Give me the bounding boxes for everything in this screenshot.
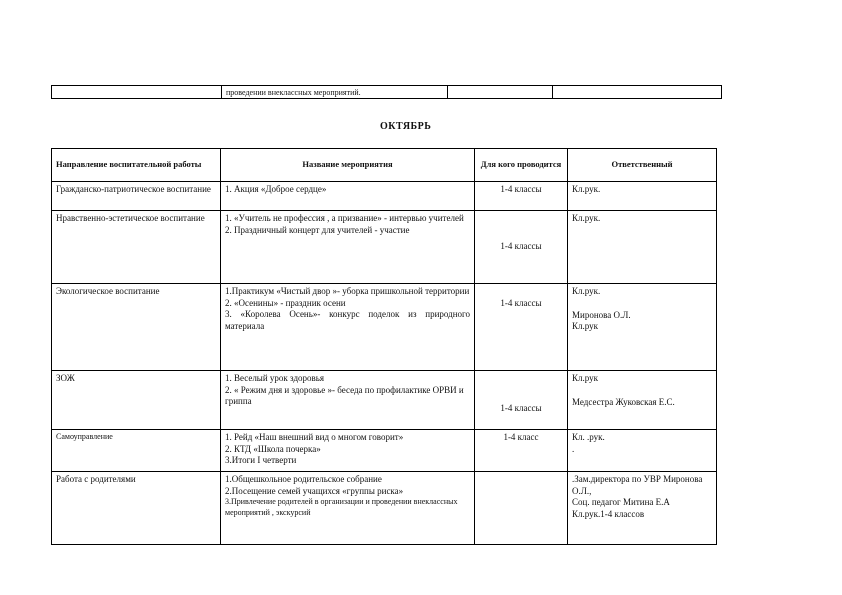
cell-responsible (568, 371, 717, 430)
responsible-item: Кл.рук (572, 321, 598, 332)
event-item: 3.Привлечение родителей в организации и проведении внеклассных мероприятий , экскурсий (225, 497, 458, 517)
table-row (52, 182, 717, 211)
table-row (52, 472, 717, 545)
responsible-item: Медсестра Жуковская Е.С. (572, 396, 675, 407)
event-item: 1.Общешкольное родительское собрание (225, 474, 382, 484)
cell-direction: Нравственно-эстетическое воспитание (52, 211, 221, 284)
table-row (52, 371, 717, 430)
event-item: 3. «Королева Осень»- конкурс поделок из природного материала (225, 309, 470, 332)
october-plan-table (51, 148, 717, 545)
previous-cell-direction (52, 86, 222, 98)
responsible-item: Кл.рук. (572, 213, 601, 223)
event-item: 2. « Режим дня и здоровье »- беседа по профилактике ОРВИ и гриппа (225, 384, 464, 407)
responsible-item: Кл.рук (572, 373, 598, 383)
cell-audience: 1-4 классы (475, 182, 568, 211)
responsible-item: Миронова О.Л. (572, 309, 631, 320)
previous-cell-audience (448, 86, 553, 98)
responsible-item: Соц. педагог Митина Е.А (572, 497, 670, 508)
responsible-item: Кл.рук. (572, 286, 601, 296)
event-item: 1. Акция «Доброе сердце» (225, 184, 327, 194)
cell-events (221, 371, 475, 430)
cell-events (221, 284, 475, 371)
responsible-item: . (572, 443, 575, 454)
cell-responsible (568, 182, 717, 211)
event-item: 2.Посещение семей учащихся «группы риска» (225, 485, 404, 496)
table-header-row (52, 149, 717, 182)
header-responsible: Ответственный (568, 149, 717, 182)
header-audience: Для кого проводится (475, 149, 568, 182)
cell-direction: Работа с родителями (52, 472, 221, 545)
responsible-item: Кл.рук. (572, 184, 601, 194)
cell-direction: Гражданско-патриотическое воспитание (52, 182, 221, 211)
table-row (52, 211, 717, 284)
cell-responsible (568, 284, 717, 371)
cell-events (221, 472, 475, 545)
table-row (52, 284, 717, 371)
event-item: 2. Праздничный концерт для учителей - участие (225, 224, 410, 235)
previous-cell-event: проведении внеклассных мероприятий. (222, 86, 448, 98)
cell-events (221, 430, 475, 472)
cell-audience: 1-4 классы (475, 371, 568, 430)
table-row (52, 430, 717, 472)
previous-table-last-row (51, 85, 722, 99)
cell-audience: 1-4 классы (475, 211, 568, 284)
event-item: 1. Рейд «Наш внешний вид о многом говорит» (225, 432, 404, 442)
cell-responsible (568, 472, 717, 545)
cell-direction: ЗОЖ (52, 371, 221, 430)
cell-direction: Самоуправление (52, 430, 221, 472)
event-item: 2. «Осенины» - праздник осени (225, 297, 346, 308)
event-item: 1.Практикум «Чистый двор »- уборка пришкольной территории (225, 286, 470, 296)
cell-audience: 1-4 класс (475, 430, 568, 472)
cell-events (221, 211, 475, 284)
cell-events (221, 182, 475, 211)
cell-audience: 1-4 классы (475, 284, 568, 371)
cell-responsible (568, 430, 717, 472)
event-item: 1. Веселый урок здоровья (225, 373, 325, 383)
previous-cell-responsible (553, 86, 721, 98)
responsible-item: Кл. .рук. (572, 432, 605, 442)
responsible-item: Кл.рук.1-4 классов (572, 509, 645, 520)
cell-direction: Экологическое воспитание (52, 284, 221, 371)
header-direction: Направление воспитательной работы (52, 149, 221, 182)
responsible-item: .Зам.директора по УВР Миронова О.Л., (572, 474, 703, 496)
header-event: Название мероприятия (221, 149, 475, 182)
cell-responsible (568, 211, 717, 284)
cell-audience (475, 472, 568, 545)
event-item: 3.Итоги I четверти (225, 455, 297, 466)
month-title: ОКТЯБРЬ (380, 121, 432, 132)
event-item: 1. «Учитель не профессия , а призвание» - интервью учителей (225, 213, 464, 223)
event-item: 2. КТД «Школа почерка» (225, 443, 321, 454)
